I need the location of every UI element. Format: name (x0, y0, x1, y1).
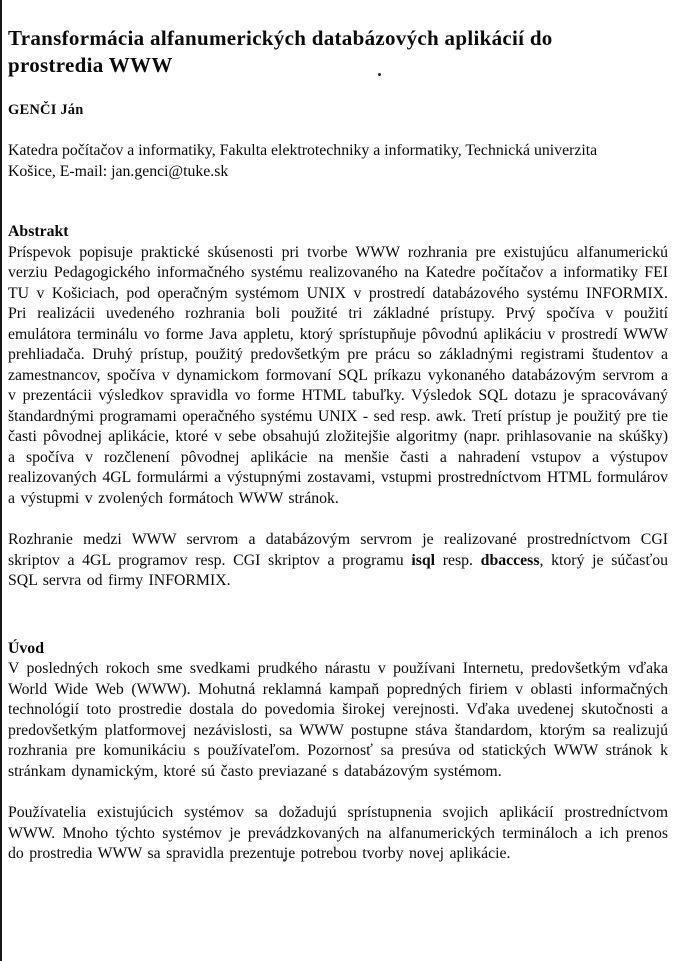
paper-title-line-1: Transformácia alfanumerických databázových aplikácií do (8, 26, 553, 50)
introduction-paragraph-1: V posledných rokoch sme svedkami prudkého nárastu v používani Internetu, predovšetkým vďaka World Wide Web (WWW). Mohutná reklamná kampaň popredných firiem v oblasti informačných technológií toto prostredie dostala do povedomia širokej verejnosti. Vďaka uvedenej skutočnosti a predovšetkým platformovej nezávislosti, sa WWW postupne stáva štandardom, ktorým sa realizujú rozhrania pre komunikáciu s používateľom. Pozornosť sa presúva od statických WWW stránok k stránkam dynamickým, ktoré sú často previazané s databázovým systémom. (8, 660, 668, 780)
introduction-section (8, 639, 668, 865)
page-content (8, 0, 668, 865)
affiliation-line-1: Katedra počítačov a informatiky, Fakulta elektrotechniky a informatiky, Technická univerzita (8, 142, 598, 159)
abstract-heading: Abstrakt (8, 223, 69, 240)
affiliation-line-2: Košice, E-mail: jan.genci@tuke.sk (8, 163, 229, 180)
author-name: GENČI Ján (8, 102, 84, 118)
abstract-section (8, 222, 668, 592)
affiliation (8, 140, 668, 182)
abstract-paragraph: Príspevok popisuje praktické skúsenosti pri tvorbe WWW rozhrania pre existujúcu alfanumerickú verziu Pedagogického informačného systému realizovaného na Katedre počítačov a informatiky FEI TU v Košiciach, pod operačným systémom UNIX v prostredí databázového systému INFORMIX. Pri realizácii uvedeného rozhrania boli použité tri základné prístupy. Prvý spočíva v použití emulátora terminálu vo forme Java appletu, ktorý sprístupňuje pôvodnú aplikáciu v prostredí WWW prehliadača. Druhý prístup, použitý predovšetkým pre prácu so základnými registrami študentov a zamestnancov, spočíva v dynamickom formovaní SQL príkazu vykonaného databázovým servrom a v prezentácii výsledkov spravidla vo forme HTML tabuľky. Výsledok SQL dotazu je spracovávaný štandardnými programami operačného systému UNIX - sed resp. awk. Tretí prístup je použitý pre tie časti pôvodnej aplikácie, ktoré v sebe obsahujú zložitejšie algoritmy (napr. prihlasovanie na skúšky) a spočíva v rozčlenení pôvodnej aplikácie na menšie časti a nahradení vstupov a výstupov realizovaných 4GL formulármi a výstupnými zostavami, vstupmi prostredníctvom HTML formulárov a výstupmi v zvolených formátoch WWW stránok. (8, 243, 668, 507)
introduction-paragraph-2: Používatelia existujúcich systémov sa dožadujú sprístupnenia svojich aplikácií prostredníctvom WWW. Mnoho týchto systémov je prevádzkovaných na alfanumerických termináloch a ich prenos do prostredia WWW sa spravidla prezentuje potrebou tvorby novej aplikácie. (8, 804, 668, 862)
paper-title-line-2: prostredia WWW (8, 53, 173, 77)
abstract-interface-paragraph: Rozhranie medzi WWW servrom a databázovým servrom je realizované prostredníctvom CGI skriptov a 4GL programov resp. CGI skriptov a programu isql resp. dbaccess, ktorý je súčasťou SQL servra od firmy INFORMIX. (8, 531, 668, 589)
scan-edge-artifact (0, 0, 2, 961)
paper-title (8, 25, 668, 79)
introduction-heading: Úvod (8, 639, 44, 657)
